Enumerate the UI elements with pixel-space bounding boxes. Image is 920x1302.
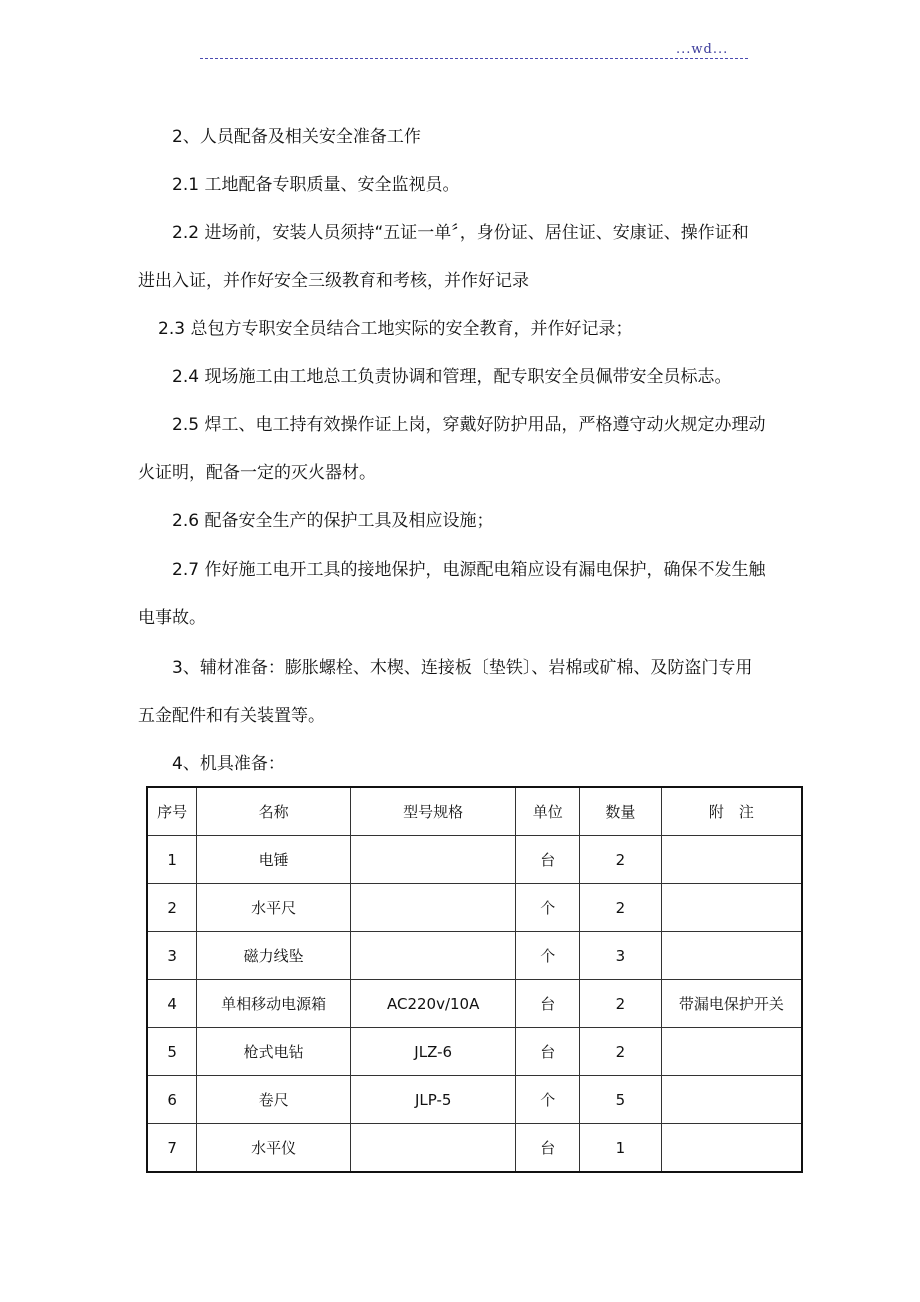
cell-quantity: 2 [580,1028,662,1076]
cell-quantity: 5 [580,1076,662,1124]
section-2-heading: 2、人员配备及相关安全准备工作 [172,127,421,147]
paragraph-line: 2.7 作好施工电开工具的接地保护，电源配电箱应设有漏电保护，确保不发生触 [172,560,766,580]
paragraph-2-2 [138,209,818,305]
cell-model: JLZ-6 [350,1028,515,1076]
cell-model [350,884,515,932]
cell-model [350,836,515,884]
section-4-heading: 4、机具准备： [172,754,285,774]
cell-index: 7 [147,1124,197,1173]
tools-table [146,786,803,1173]
cell-name: 枪式电钻 [197,1028,351,1076]
paragraph-line: 2.2 进场前，安装人员须持“五证一单〞，身份证、居住证、安康证、操作证和 [172,223,749,243]
cell-unit: 台 [516,1124,580,1173]
cell-quantity: 3 [580,932,662,980]
paragraph-2-6: 2.6 配备安全生产的保护工具及相应设施； [172,511,494,531]
paragraph-line: 五金配件和有关装置等。 [138,706,325,726]
cell-unit: 个 [516,932,580,980]
cell-name: 水平尺 [197,884,351,932]
cell-index: 4 [147,980,197,1028]
header-mark: ...wd... [676,42,729,57]
header-cell-index: 序号 [147,787,197,836]
cell-index: 6 [147,1076,197,1124]
cell-notes: 带漏电保护开关 [661,980,802,1028]
table-row [147,1124,802,1173]
cell-name: 卷尺 [197,1076,351,1124]
cell-index: 2 [147,884,197,932]
table-row [147,1028,802,1076]
cell-model [350,1124,515,1173]
table-row [147,836,802,884]
cell-unit: 个 [516,1076,580,1124]
paragraph-2-7 [138,546,818,642]
cell-index: 1 [147,836,197,884]
cell-name: 水平仪 [197,1124,351,1173]
cell-notes [661,932,802,980]
cell-notes [661,1028,802,1076]
cell-unit: 个 [516,884,580,932]
cell-quantity: 2 [580,836,662,884]
cell-model: AC220v/10A [350,980,515,1028]
section-3-materials [138,644,818,740]
cell-name: 单相移动电源箱 [197,980,351,1028]
cell-unit: 台 [516,980,580,1028]
paragraph-2-5 [138,401,818,497]
cell-quantity: 1 [580,1124,662,1173]
cell-index: 3 [147,932,197,980]
paragraph-2-3: 2.3 总包方专职安全员结合工地实际的安全教育，并作好记录； [158,319,633,339]
cell-unit: 台 [516,836,580,884]
cell-name: 电锤 [197,836,351,884]
paragraph-2-1: 2.1 工地配备专职质量、安全监视员。 [172,175,460,195]
cell-index: 5 [147,1028,197,1076]
paragraph-line: 2.5 焊工、电工持有效操作证上岗，穿戴好防护用品，严格遵守动火规定办理动 [172,415,766,435]
cell-notes [661,1076,802,1124]
cell-name: 磁力线坠 [197,932,351,980]
cell-notes [661,836,802,884]
cell-notes [661,884,802,932]
paragraph-line: 火证明，配备一定的灭火器材。 [138,463,376,483]
header-rule [200,58,748,59]
cell-unit: 台 [516,1028,580,1076]
cell-quantity: 2 [580,884,662,932]
header-cell-unit: 单位 [516,787,580,836]
paragraph-2-4: 2.4 现场施工由工地总工负责协调和管理，配专职安全员佩带安全员标志。 [172,367,732,387]
table-row [147,1076,802,1124]
cell-quantity: 2 [580,980,662,1028]
table-row [147,884,802,932]
paragraph-line: 电事故。 [138,608,206,628]
paragraph-line: 3、辅材准备：膨胀螺栓、木楔、连接板〔垫铁〕、岩棉或矿棉、及防盗门专用 [172,658,753,678]
header-cell-notes: 附 注 [661,787,802,836]
cell-model: JLP-5 [350,1076,515,1124]
table-header-row [147,787,802,836]
paragraph-line: 进出入证，并作好安全三级教育和考核，并作好记录 [138,271,529,291]
table-row [147,980,802,1028]
cell-model [350,932,515,980]
header-cell-model: 型号规格 [350,787,515,836]
header-cell-name: 名称 [197,787,351,836]
table-row [147,932,802,980]
header-cell-quantity: 数量 [580,787,662,836]
cell-notes [661,1124,802,1173]
